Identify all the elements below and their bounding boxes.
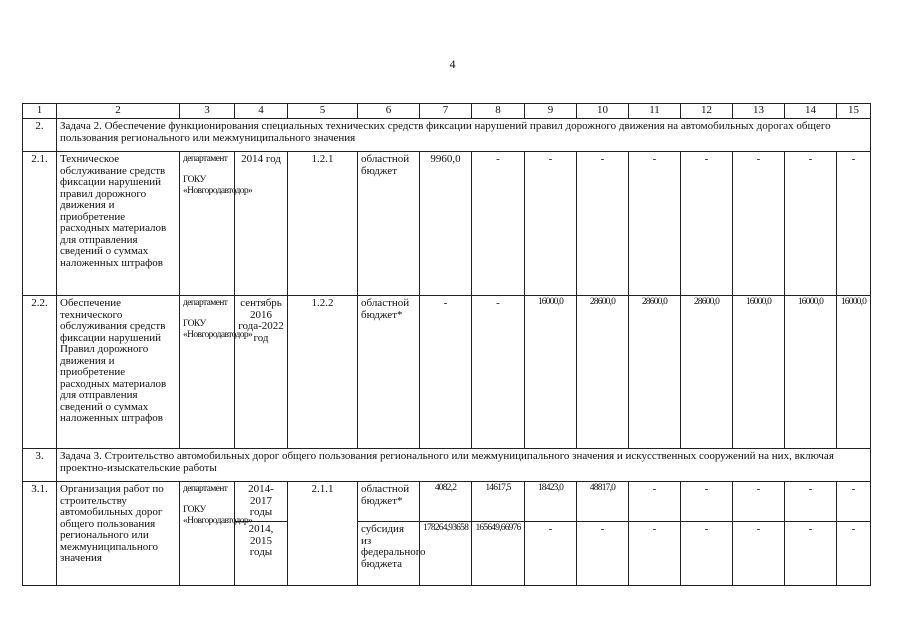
task-row [23, 449, 871, 482]
value-cell: - [681, 482, 733, 522]
header-cell: 5 [288, 104, 358, 119]
executor-org: ГОКУ «Новгородавтодор» [183, 174, 253, 196]
program-activities-table [22, 103, 871, 586]
funding-source: субсидия из федерального бюджета [358, 522, 420, 586]
header-cell: 1 [23, 104, 57, 119]
header-cell: 2 [57, 104, 180, 119]
value-cell: 16000,0 [837, 296, 871, 449]
table-row [23, 482, 871, 522]
executor-dept: департамент [183, 298, 228, 308]
value-cell: 14617,5 [472, 482, 525, 522]
header-cell: 3 [180, 104, 235, 119]
value-cell: 28600,0 [577, 296, 629, 449]
task-number: 2. [23, 119, 57, 152]
value-cell: 4082,2 [420, 482, 472, 522]
row-number: 2.2. [23, 296, 57, 449]
value-cell: - [472, 296, 525, 449]
header-cell: 11 [629, 104, 681, 119]
executor-dept: департамент [183, 154, 228, 164]
page-number: 4 [449, 57, 456, 71]
value-cell: - [837, 522, 871, 586]
funding-source: областной бюджет [358, 152, 420, 296]
executor-org: ГОКУ «Новгородавтодор» [183, 504, 253, 526]
table-row [23, 152, 871, 296]
target-code: 2.1.1 [288, 482, 358, 586]
task-number: 3. [23, 449, 57, 482]
task-text: Задача 2. Обеспечение функционирования специальных технических средств фиксации нарушений правил дорожного движения на автомобильных дорогах общего пользования регионального или межмуниципального значения [57, 119, 871, 152]
value-cell: 18423,0 [525, 482, 577, 522]
value-cell: - [681, 522, 733, 586]
period: 2014-2017 годы [235, 482, 288, 522]
funding-source: областной бюджет* [358, 296, 420, 449]
value-cell: - [837, 482, 871, 522]
value-cell: 28600,0 [681, 296, 733, 449]
value-cell: 16000,0 [785, 296, 837, 449]
period: 2014 год [235, 152, 288, 296]
value-cell: - [837, 152, 871, 296]
value-cell: - [577, 152, 629, 296]
period: сентябрь 2016 года-2022 год [235, 296, 288, 449]
header-cell: 6 [358, 104, 420, 119]
target-code: 1.2.2 [288, 296, 358, 449]
value-cell: - [472, 152, 525, 296]
task-text: Задача 3. Строительство автомобильных дорог общего пользования регионального или межмуниципального значения и искусственных сооружений на них, включая проектно-изыскательские работы [57, 449, 871, 482]
executor [180, 152, 253, 296]
header-cell: 15 [837, 104, 871, 119]
executor-dept: департамент [183, 484, 228, 494]
target-code: 1.2.1 [288, 152, 358, 296]
activity-name: Техническое обслуживание средств фиксации нарушений правил дорожного движения и приобретение расходных материалов для отправления сведений о суммах наложенных штрафов [57, 152, 180, 296]
header-cell: 10 [577, 104, 629, 119]
activity-name: Обеспечение технического обслуживания средств фиксации нарушений Правил дорожного движения и приобретение расходных материалов для отправления сведений о суммах наложенных штрафов [57, 296, 180, 449]
header-cell: 4 [235, 104, 288, 119]
header-cell: 9 [525, 104, 577, 119]
period: 2014, 2015 годы [235, 522, 288, 586]
value-cell: 178264,93658 [420, 522, 472, 586]
row-number: 3.1. [23, 482, 57, 586]
value-cell: - [629, 522, 681, 586]
executor-org: ГОКУ «Новгородавтодор» [183, 318, 253, 340]
executor [180, 296, 253, 449]
value-cell: - [733, 482, 785, 522]
header-cell: 7 [420, 104, 472, 119]
value-cell: 9960,0 [420, 152, 472, 296]
value-cell: 165649,66976 [472, 522, 525, 586]
header-row [23, 104, 871, 119]
header-cell: 14 [785, 104, 837, 119]
value-cell: - [785, 482, 837, 522]
value-cell: - [525, 152, 577, 296]
activity-name: Организация работ по строительству автомобильных дорог общего пользования регионального или межмуниципального значения [57, 482, 180, 586]
header-cell: 13 [733, 104, 785, 119]
executor [180, 482, 253, 586]
header-cell: 8 [472, 104, 525, 119]
value-cell: - [525, 522, 577, 586]
value-cell: - [733, 152, 785, 296]
value-cell: 16000,0 [525, 296, 577, 449]
value-cell: - [629, 152, 681, 296]
value-cell: - [785, 522, 837, 586]
table-row [23, 296, 871, 449]
value-cell: - [577, 522, 629, 586]
value-cell: - [420, 296, 472, 449]
value-cell: 48817,0 [577, 482, 629, 522]
task-row [23, 119, 871, 152]
value-cell: - [629, 482, 681, 522]
value-cell: - [733, 522, 785, 586]
row-number: 2.1. [23, 152, 57, 296]
value-cell: 16000,0 [733, 296, 785, 449]
value-cell: - [785, 152, 837, 296]
header-cell: 12 [681, 104, 733, 119]
funding-source: областной бюджет* [358, 482, 420, 522]
value-cell: - [681, 152, 733, 296]
value-cell: 28600,0 [629, 296, 681, 449]
